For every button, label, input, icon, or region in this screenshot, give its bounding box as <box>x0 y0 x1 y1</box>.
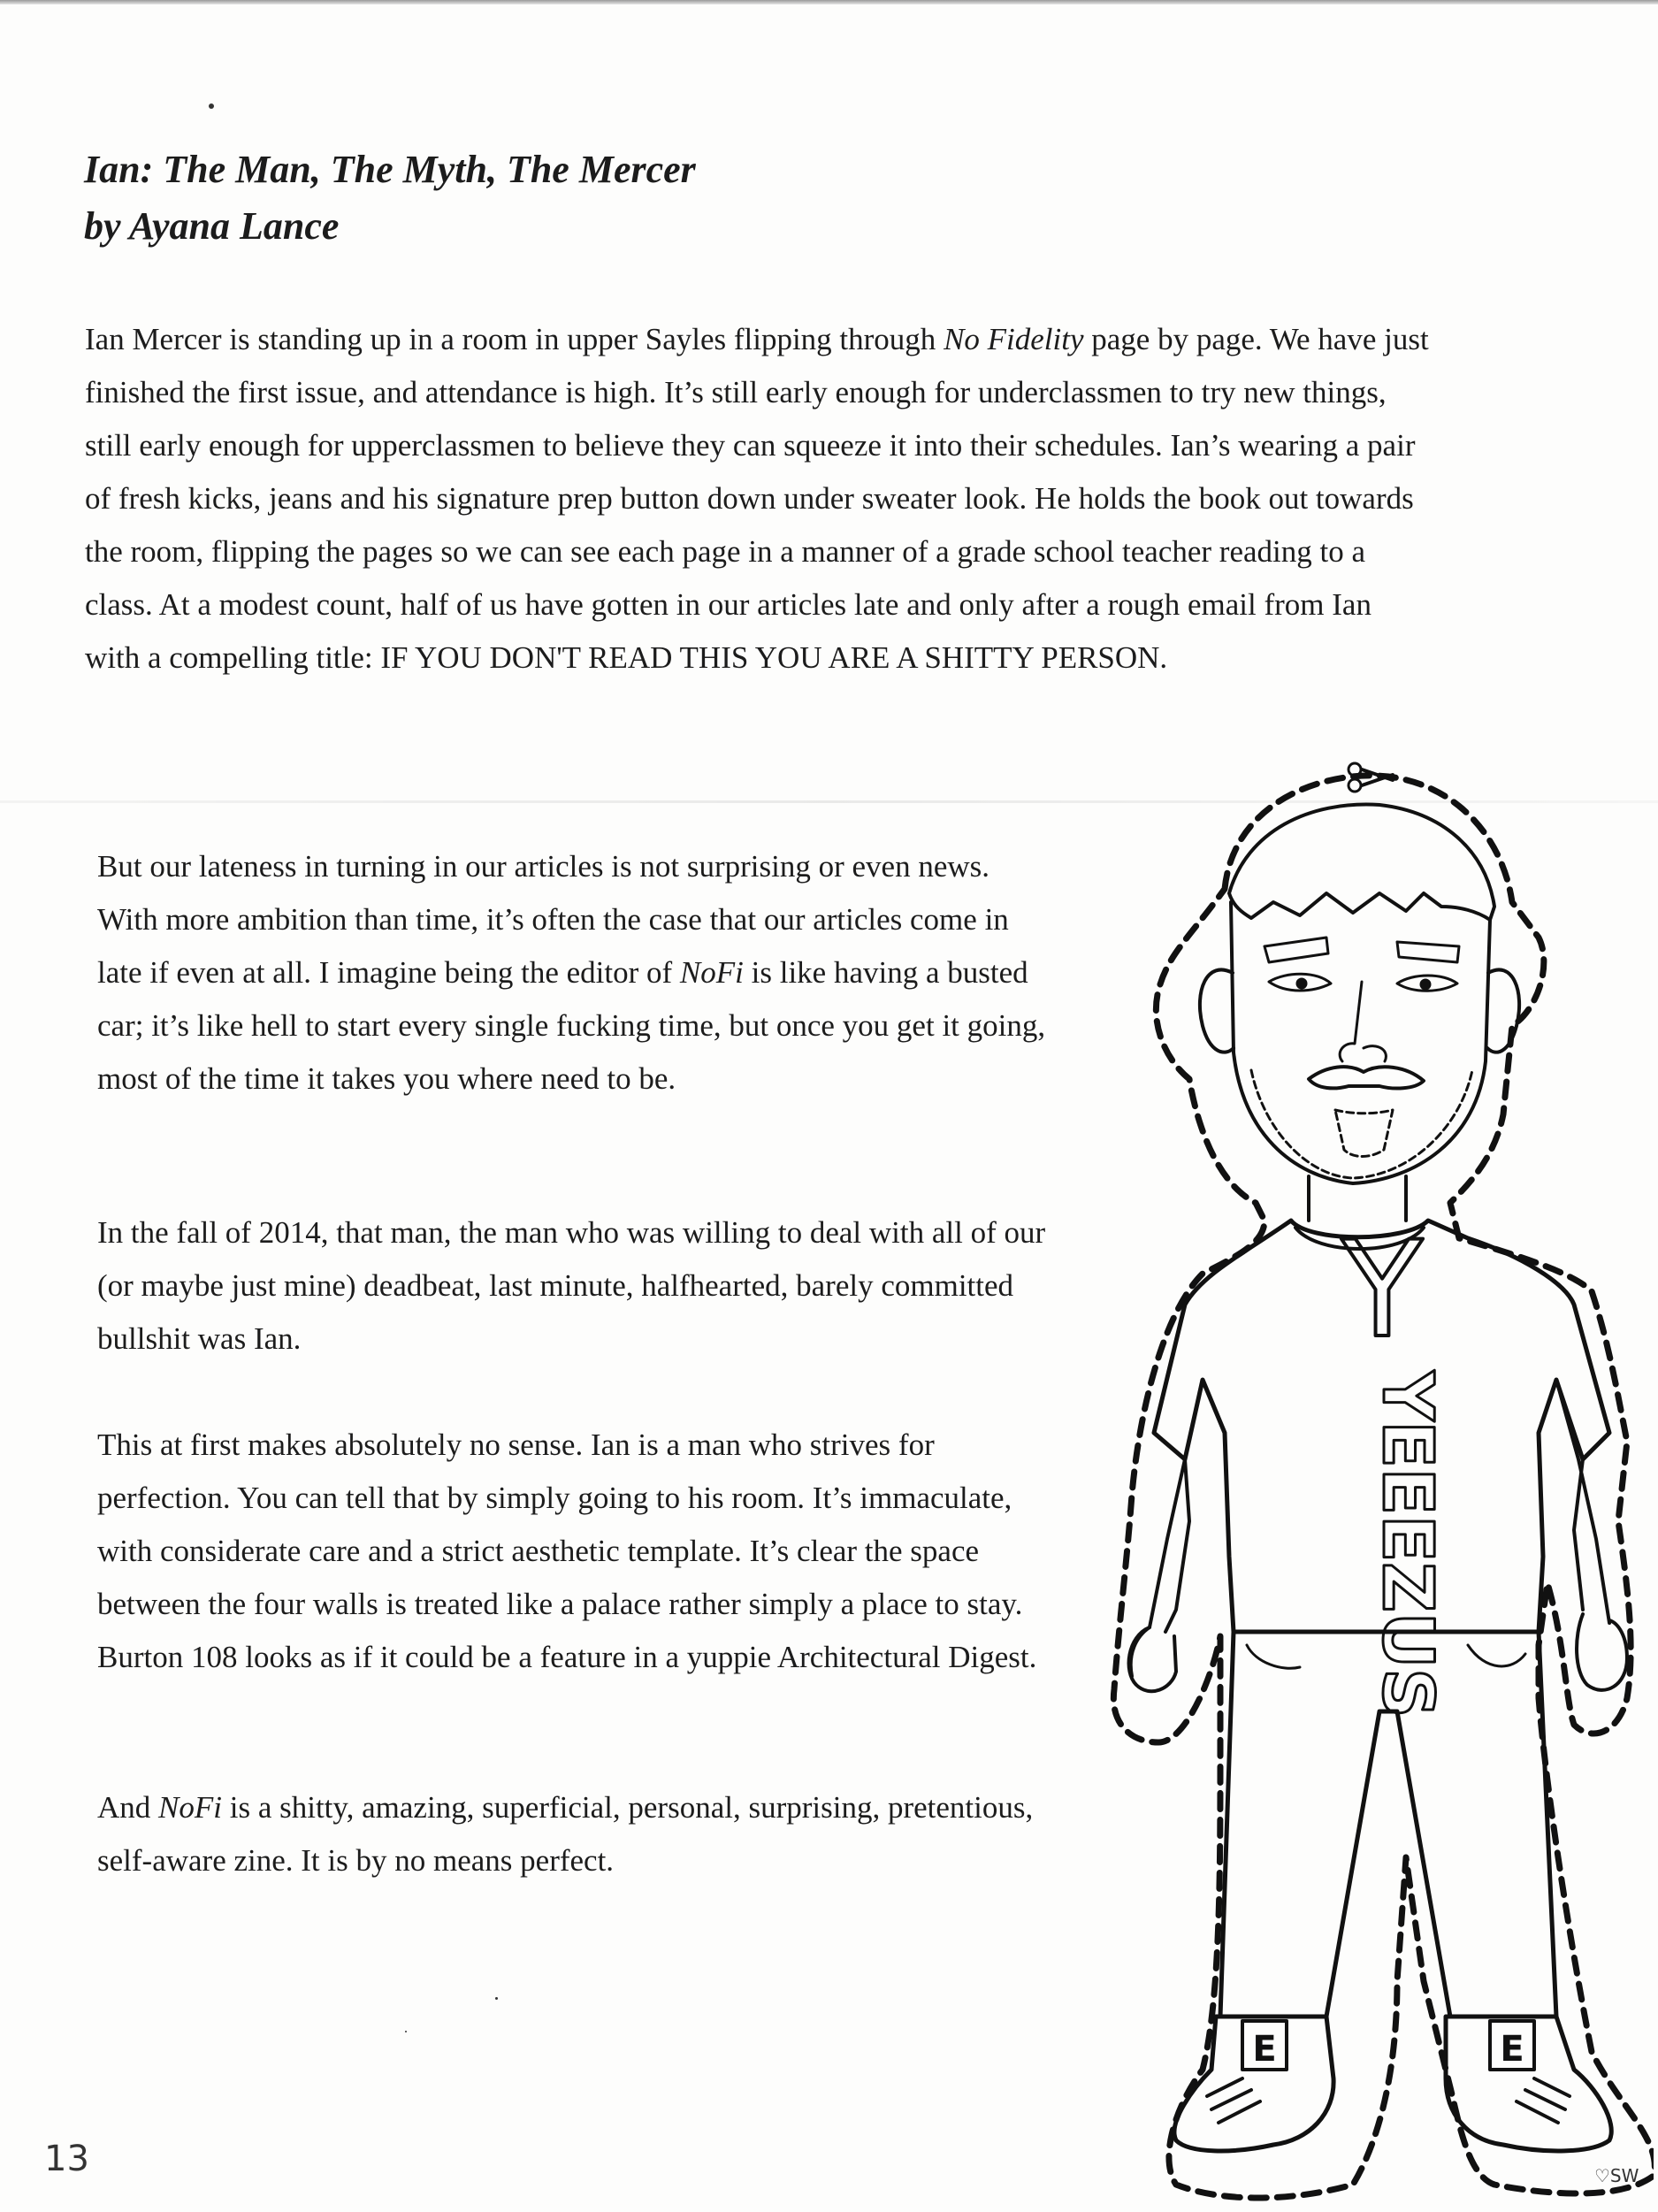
paragraph-1-text-a: Ian Mercer is standing up in a room in upper Sayles flipping through <box>85 322 944 356</box>
shirt-text: YEEEZUS <box>1367 1371 1447 1718</box>
article-title: Ian: The Man, The Myth, The Mercer <box>84 148 696 191</box>
page-number: 13 <box>44 2139 89 2179</box>
paragraph-2-text-c: is like having a busted car; it’s like hell to start every single fucking time, but once you get it going, most of the time it takes you where need to be. <box>97 955 1046 1096</box>
mustache <box>1309 1067 1424 1088</box>
right-shoe-letter: E <box>1500 2029 1524 2070</box>
right-eyebrow <box>1397 942 1459 962</box>
left-pupil <box>1296 978 1307 989</box>
scan-speck <box>495 1997 498 2000</box>
right-arm <box>1556 1380 1609 1623</box>
left-shoe-letter: E <box>1252 2029 1277 2070</box>
zine-nickname-italic: NoFi <box>158 1790 222 1825</box>
shirt-word-vertical <box>1367 1370 1447 1718</box>
left-ear <box>1200 969 1234 1052</box>
left-hand <box>1129 1627 1176 1691</box>
shirt-letter: Y <box>1341 1213 1423 1367</box>
paragraph-4: This at first makes absolutely no sense. Ian is a man who strives for perfection. You can tell that by simply going to his room. It’s immaculate, with considerate care and a strict aesthetic template. It’s clear the space between the four walls is treated like a palace rather simply a place to stay. Burton 108 looks as if it could be a feature in a yuppie Architectural Digest. <box>97 1427 1037 1674</box>
scan-speck <box>405 2031 407 2032</box>
nose <box>1340 982 1386 1061</box>
paragraph-1 <box>85 313 1429 685</box>
zine-title-italic: No Fidelity <box>944 322 1084 356</box>
right-pupil <box>1420 979 1431 990</box>
right-ear <box>1487 969 1519 1052</box>
artist-signature: ♡SW <box>1594 2165 1639 2186</box>
left-shoe-stripes <box>1207 2078 1260 2123</box>
paragraph-1-text-c: page by page. We have just finished the first issue, and attendance is high. It’s still early enough for underclassmen to try new things, still early enough for upperclassmen to believe they can squeeze it into their schedules. Ian’s wearing a pair of fresh kicks, jeans and his signature prep button down under sweater look. He holds the book out towards the room, flipping the pages so we can see each page in a manner of a grade school teacher reading to a class. At a modest count, half of us have gotten in our articles late and only after a rough email from Ian with a compelling title: IF YOU DON'T READ THIS YOU ARE A SHITTY PERSON. <box>85 322 1429 675</box>
right-shoe-stripes <box>1517 2078 1570 2123</box>
paragraph-5 <box>97 1781 1070 1887</box>
paragraph-5-text-c: is a shitty, amazing, superficial, personal, surprising, pretentious, self-aware zine. It is by no means perfect. <box>97 1790 1034 1878</box>
paragraph-3: In the fall of 2014, that man, the man who was willing to deal with all of our (or maybe just mine) deadbeat, last minute, halfhearted, barely committed bullshit was Ian. <box>97 1215 1046 1356</box>
ian-paper-doll-illustration <box>1043 761 1654 2211</box>
paragraph-5-text-a: And <box>97 1790 159 1825</box>
hair <box>1229 805 1494 920</box>
right-hand <box>1577 1614 1627 1690</box>
paragraph-2 <box>97 840 1052 1106</box>
scan-speck <box>209 103 214 109</box>
article-byline: by Ayana Lance <box>84 204 340 248</box>
scissors-loop <box>1349 779 1361 792</box>
zine-nickname-italic: NoFi <box>679 955 744 990</box>
article-heading <box>84 142 696 255</box>
left-eyebrow <box>1265 938 1328 962</box>
paragraph-2-text-a: But our lateness in turning in our articles is not surprising or even news. With more ambition than time, it’s often the case that our articles come in late if even at all. I imagine being the editor of <box>97 849 1009 990</box>
page-top-edge <box>0 0 1658 4</box>
